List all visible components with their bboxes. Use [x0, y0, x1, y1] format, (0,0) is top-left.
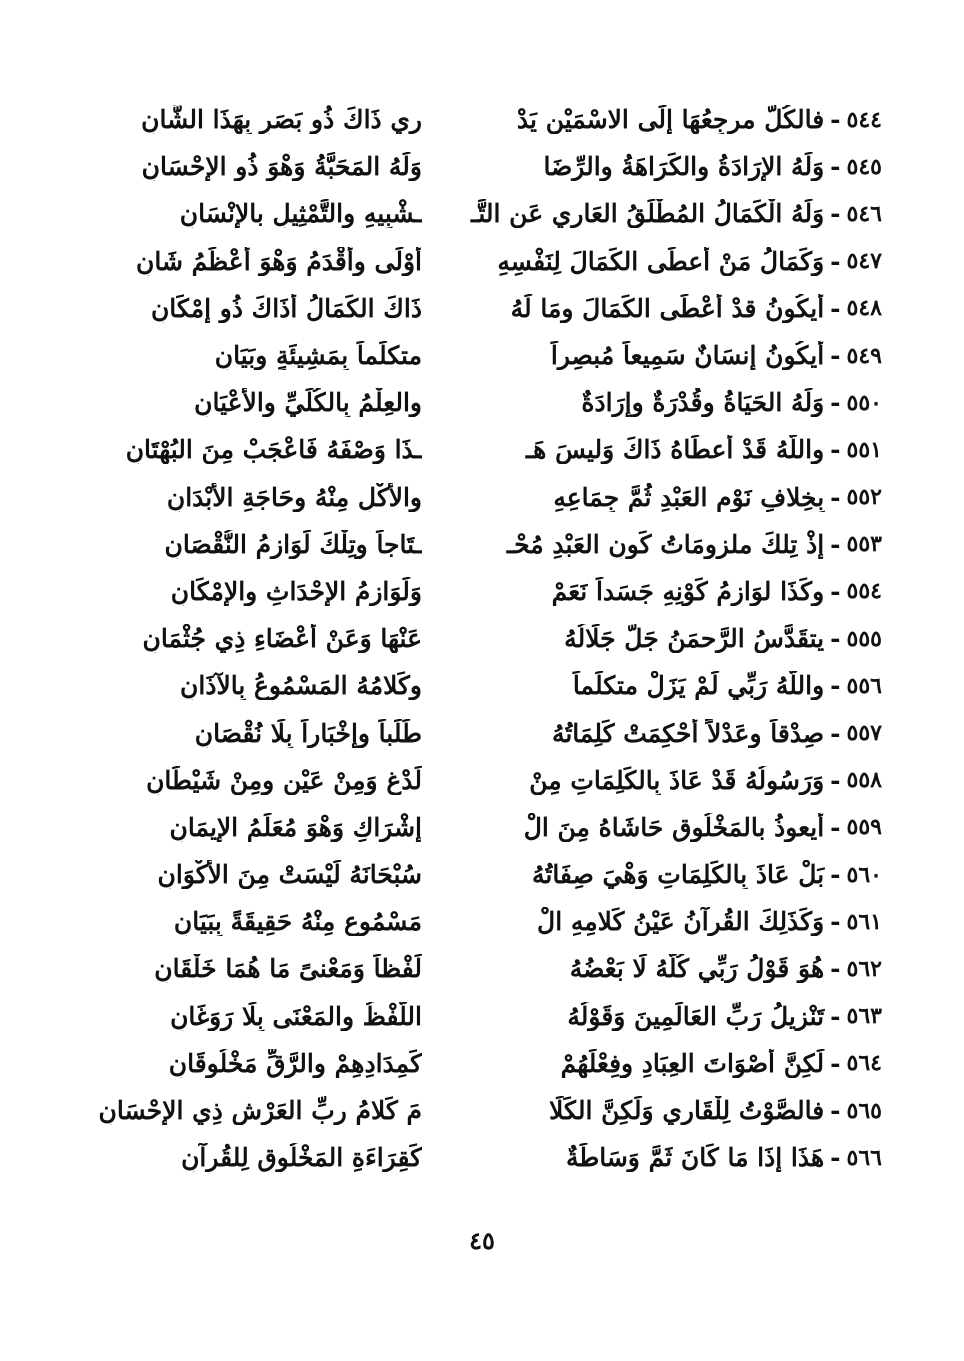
second-hemistich: كَمِدَادِهِمْ والرَّقِّ مَخْلُوقَانِ — [168, 1048, 422, 1078]
verse-number: ٥٦٦ — [846, 1144, 882, 1171]
verse-line — [82, 662, 882, 709]
first-hemistich-text: وَلَهُ الحَيَاةُ وقُدْرَةٌ وإرَادَةٌ — [581, 388, 825, 418]
verse-line — [82, 285, 882, 332]
verse-dash: - — [830, 246, 841, 276]
verse-line — [82, 804, 882, 851]
verse-number: ٥٤٤ — [846, 106, 882, 133]
first-hemistich-text: يتقَدَّسُ الرَّحمَنُ جَلَّ جَلَالُهُ — [564, 624, 825, 654]
first-hemistich — [462, 530, 882, 559]
first-hemistich — [462, 199, 882, 228]
first-hemistich-text: واللَّهُ قَدْ أعطَاهُ ذَاكَ وَليسَ هَـ — [525, 435, 825, 465]
poem-verses — [82, 96, 882, 1181]
first-hemistich — [462, 860, 882, 889]
verse-dash: - — [830, 388, 841, 418]
second-hemistich: ذَاكَ الكَمَالُ أذَاكَ ذُو إمْكَانِ — [150, 293, 422, 323]
second-hemistich: لَدْغٍ وَمِنْ عَيْنٍ ومِنْ شَيْطَانِ — [146, 765, 422, 795]
verse-number: ٥٥٢ — [846, 484, 882, 511]
verse-number: ٥٥٤ — [846, 578, 882, 605]
second-hemistich: سُبْحَانَهُ لَيْسَتْ مِنَ الأكْوَانِ — [157, 860, 422, 890]
verse-line — [82, 96, 882, 143]
verse-number: ٥٦٢ — [846, 955, 882, 982]
verse-line — [82, 379, 882, 426]
verse-line — [82, 143, 882, 190]
first-hemistich-text: فالصَّوْتُ لِلْقَارِي وَلَكِنَّ الكَلَا — [549, 1096, 825, 1126]
verse-line — [82, 190, 882, 237]
second-hemistich: مَسْمُوعِ مِنْهُ حَقِيقَةً بِبَيَانِ — [173, 907, 422, 937]
second-hemistich: ـذَا وَصْفَهُ فَاعْجَبْ مِنَ البُهْتَانِ — [125, 435, 422, 465]
verse-line — [82, 898, 882, 945]
first-hemistich-text: وَلَهُ الإِرَادَةُ والكَرَاهَةُ والرِّضَا — [543, 152, 825, 182]
verse-line — [82, 945, 882, 992]
first-hemistich-text: أيكُونُ قدْ أعْطَى الكَمَالَ ومَا لَهُ — [510, 293, 825, 323]
first-hemistich-text: وَرَسُولُهُ قَدْ عَاذَ بِالكَلِمَاتِ مِنْ — [529, 765, 825, 795]
verse-line — [82, 709, 882, 756]
first-hemistich-text: هُوَ قَوْلُ رَبِّي كُلُّهُ لَا بَعْضُهُ — [569, 954, 825, 984]
verse-dash: - — [830, 1096, 841, 1126]
second-hemistich: والعِلْمُ بِالكُلِّيِّ والأَعْيَانِ — [194, 388, 422, 418]
first-hemistich — [462, 671, 882, 700]
verse-dash: - — [830, 624, 841, 654]
verse-line — [82, 993, 882, 1040]
verse-line — [82, 851, 882, 898]
verse-dash: - — [830, 105, 841, 135]
second-hemistich: أوْلَى وأقْدَمُ وَهْوَ أعْظَمُ شَانِ — [136, 246, 422, 276]
first-hemistich — [462, 813, 882, 842]
first-hemistich — [462, 907, 882, 936]
verse-dash: - — [830, 765, 841, 795]
verse-line — [82, 1040, 882, 1087]
first-hemistich-text: تَنْزِيلُ رَبِّ العَالَمِينَ وَقَوْلُهُ — [567, 1001, 825, 1031]
first-hemistich-text: وَكَمَالُ مَنْ أعطَى الكَمَالَ لِنَفْسِهِ — [497, 246, 825, 276]
second-hemistich: عَنْهَا وَعَنْ أعْضَاءِ ذِي جُثْمَانِ — [142, 624, 422, 654]
verse-dash: - — [830, 1143, 841, 1173]
second-hemistich: كَقِرَاءَةِ المَخْلُوقِ لِلقُرآنِ — [181, 1143, 422, 1173]
verse-number: ٥٤٦ — [846, 200, 882, 227]
first-hemistich-text: واللَّهُ رَبِّي لَمْ يَزَلْ متكلِّماً — [572, 671, 825, 701]
first-hemistich — [462, 483, 882, 512]
second-hemistich: وَلَهُ المَحَبَّةُ وَهْوَ ذُو الإِحْسَانِ — [141, 152, 422, 182]
verse-line — [82, 568, 882, 615]
verse-number: ٥٥٠ — [846, 389, 882, 416]
second-hemistich: اللَّفْظُ والمَعْنَى بِلَا رَوَغَانِ — [170, 1001, 422, 1031]
second-hemistich: وكَلامُهُ المَسْمُوعُ بِالآذَانِ — [180, 671, 422, 701]
second-hemistich: مَ كَلامُ ربِّ العَرْشِ ذِي الإحْسَانِ — [98, 1096, 422, 1126]
second-hemistich: ـتَاجاً وتِلْكَ لَوَازِمُ النُّقْصَانِ — [164, 529, 422, 559]
verse-number: ٥٤٨ — [846, 295, 882, 322]
first-hemistich — [462, 766, 882, 795]
second-hemistich: وَلَوَازِمُ الإحْدَاثِ والإمْكَانِ — [170, 576, 422, 606]
verse-dash: - — [830, 152, 841, 182]
second-hemistich: طَلَباً وإخْبَاراً بِلَا نُقْصَانِ — [194, 718, 422, 748]
first-hemistich-text: إذْ تِلكَ ملزومَاتُ كَونِ العَبْدِ مُحْـ — [506, 529, 825, 559]
first-hemistich-text: بَلْ عَاذَ بِالكَلِمَاتِ وَهْيَ صِفَاتُهُ — [531, 860, 825, 890]
verse-dash: - — [830, 812, 841, 842]
first-hemistich — [462, 624, 882, 653]
verse-dash: - — [830, 576, 841, 606]
first-hemistich — [462, 954, 882, 983]
verse-line — [82, 238, 882, 285]
first-hemistich-text: بِخِلافِ نَوْمِ العَبْدِ ثُمَّ جِمَاعِهِ — [553, 482, 825, 512]
verse-number: ٥٦٤ — [846, 1050, 882, 1077]
first-hemistich-text: أيعوذُ بالمَخْلُوقِ حَاشَاهُ مِنَ الْ — [523, 812, 825, 842]
first-hemistich — [462, 1143, 882, 1172]
verse-line — [82, 426, 882, 473]
first-hemistich — [462, 435, 882, 464]
second-hemistich: ـشْبِيهِ والتَّمْثِيلِ بالإِنْسَانِ — [179, 199, 422, 229]
verse-number: ٥٥١ — [846, 436, 882, 463]
second-hemistich: إشْرَاكِ وَهْوَ مُعَلِّمُ الإيمَانِ — [169, 812, 422, 842]
verse-number: ٥٥٩ — [846, 814, 882, 841]
verse-number: ٥٤٩ — [846, 342, 882, 369]
verse-number: ٥٤٥ — [846, 153, 882, 180]
verse-dash: - — [830, 860, 841, 890]
first-hemistich — [462, 1049, 882, 1078]
verse-line — [82, 757, 882, 804]
verse-dash: - — [830, 671, 841, 701]
first-hemistich-text: لَكِنَّ أصْوَاتَ العِبَادِ وفِعْلَهُمْ — [560, 1048, 825, 1078]
verse-line — [82, 615, 882, 662]
first-hemistich — [462, 719, 882, 748]
verse-number: ٥٥٣ — [846, 531, 882, 558]
first-hemistich — [462, 388, 882, 417]
verse-number: ٥٥٨ — [846, 767, 882, 794]
second-hemistich: متكلِّماً بِمَشِيئَةٍ وبَيَانِ — [214, 341, 422, 371]
first-hemistich — [462, 1096, 882, 1125]
first-hemistich-text: وَلَهُ الْكَمَالُ المُطْلَقُ العَارِي عَنِ التَّـ — [471, 199, 825, 229]
first-hemistich-text: وكَذَا لوَازِمُ كَوْنِهِ جَسَداً نَعَمْ — [551, 576, 825, 606]
verse-dash: - — [830, 1001, 841, 1031]
second-hemistich: لَفْظاً وَمَعْنىً مَا هُمَا خَلْقَانِ — [154, 954, 422, 984]
first-hemistich — [462, 341, 882, 370]
verse-number: ٥٤٧ — [846, 248, 882, 275]
second-hemistich: رِي ذَاكَ ذُو بَصَرٍ بِهَذَا الشَّانِ — [141, 105, 422, 135]
verse-line — [82, 474, 882, 521]
verse-dash: - — [830, 199, 841, 229]
verse-line — [82, 521, 882, 568]
first-hemistich-text: فالكُلُّ مرجِعُهَا إلَى الاسْمَيْن يَدْ — [516, 105, 825, 135]
verse-dash: - — [830, 341, 841, 371]
first-hemistich-text: هَذَا إذَا مَا كَانَ ثَمَّ وَسَاطَةٌ — [565, 1143, 825, 1173]
first-hemistich — [462, 247, 882, 276]
verse-dash: - — [830, 293, 841, 323]
first-hemistich-text: صِدْقاً وعَدْلاً أُحْكِمَتْ كَلِمَاتُهُ — [551, 718, 825, 748]
verse-number: ٥٥٥ — [846, 625, 882, 652]
verse-number: ٥٦٥ — [846, 1097, 882, 1124]
second-hemistich: والأكْلِ مِنْهُ وحَاجَةِ الأبْدَانِ — [166, 482, 422, 512]
first-hemistich — [462, 1002, 882, 1031]
verse-number: ٥٦٠ — [846, 861, 882, 888]
first-hemistich — [462, 152, 882, 181]
verse-number: ٥٦١ — [846, 908, 882, 935]
verse-number: ٥٥٧ — [846, 720, 882, 747]
verse-dash: - — [830, 529, 841, 559]
verse-line — [82, 1134, 882, 1181]
verse-dash: - — [830, 718, 841, 748]
first-hemistich-text: وَكَذَلِكَ القُرآنُ عَيْنُ كَلامِهِ الْ — [537, 907, 825, 937]
verse-dash: - — [830, 1048, 841, 1078]
verse-dash: - — [830, 954, 841, 984]
verse-line — [82, 1087, 882, 1134]
page-number: ٤٥ — [469, 1226, 495, 1255]
first-hemistich — [462, 105, 882, 134]
verse-dash: - — [830, 907, 841, 937]
verse-number: ٥٥٦ — [846, 672, 882, 699]
verse-dash: - — [830, 482, 841, 512]
verse-line — [82, 332, 882, 379]
first-hemistich — [462, 577, 882, 606]
first-hemistich-text: أيكُونُ إنسَانٌ سَمِيعاً مُبصِراً — [550, 341, 825, 371]
verse-dash: - — [830, 435, 841, 465]
first-hemistich — [462, 294, 882, 323]
verse-number: ٥٦٣ — [846, 1003, 882, 1030]
